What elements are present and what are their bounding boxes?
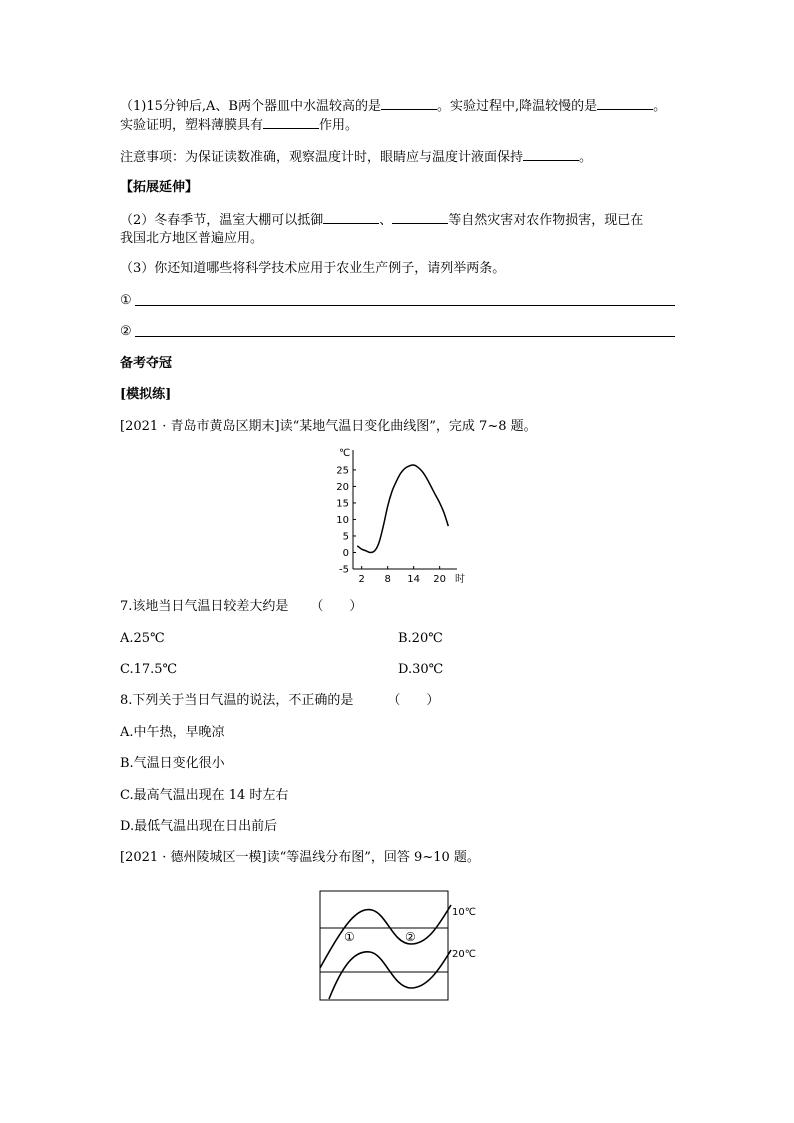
q7-stem: 7.该地当日气温日较差大约是 [120, 599, 289, 614]
q7-option-b[interactable]: B.20℃ [398, 631, 443, 646]
chart-x-unit-label: 时 [455, 574, 465, 584]
q8-stem: 8.下列关于当日气温的说法，不正确的是 [120, 693, 354, 708]
answer-marker-1: ① [120, 293, 132, 308]
temperature-chart [325, 446, 465, 584]
section-title: 备考夺冠 [120, 356, 173, 371]
isotherm-curve-upper [320, 905, 451, 968]
answer-line-1[interactable] [135, 305, 675, 306]
q7-option-d[interactable]: D.30℃ [398, 662, 444, 677]
chart-y-tick-label: 20 [336, 481, 349, 493]
chart-y-unit-label: ℃ [339, 448, 351, 459]
q1-blank-2[interactable] [597, 97, 653, 110]
chart-x-tick-label: 20 [433, 574, 447, 584]
q1-blank-3[interactable] [263, 116, 319, 129]
q1-line1 [120, 97, 666, 116]
chart-x-tick-label: 8 [384, 574, 391, 584]
q7-option-c[interactable]: C.17.5℃ [120, 662, 178, 677]
chart-y-tick-label: -5 [339, 564, 349, 576]
q7-stem-line [120, 598, 362, 616]
q1-line2 [120, 116, 358, 135]
q2-line2: 我国北方地区普遍应用。 [120, 231, 264, 246]
q1-text-5: 作用。 [319, 118, 359, 133]
chart-x-tick-label: 14 [407, 574, 421, 584]
chart-x-tick-label: 2 [358, 574, 365, 584]
intro-1: [2021 · 青岛市黄岛区期末]读“某地气温日变化曲线图”，完成 7~8 题。 [120, 419, 537, 434]
note-line [120, 148, 592, 167]
chart-y-tick-label: 25 [336, 465, 349, 477]
note-text: 注意事项：为保证读数准确，观察温度计时，眼睛应与温度计液面保持 [120, 150, 524, 165]
q2-blank-2[interactable] [392, 211, 448, 224]
diagram-mark-2: ② [405, 930, 416, 944]
q1-text-3: 。 [653, 99, 667, 114]
q3-line: （3）你还知道哪些将科学技术应用于农业生产例子，请列举两条。 [120, 261, 506, 276]
q8-bracket: （ ） [387, 693, 440, 708]
q1-text-2: 。实验过程中,降温较慢的是 [436, 99, 598, 114]
isotherm-curve-lower [329, 950, 451, 999]
note-blank[interactable] [523, 148, 579, 161]
q1-blank-1[interactable] [381, 97, 437, 110]
q2-text-b: 等自然灾害对农作物损害，现已在 [448, 213, 644, 228]
q2-blank-1[interactable] [323, 211, 379, 224]
q2-line1 [120, 211, 643, 230]
answer-line-2[interactable] [135, 336, 675, 337]
q8-stem-line [120, 692, 439, 710]
q7-option-a[interactable]: A.25℃ [120, 631, 165, 646]
q8-option-b[interactable]: B.气温日变化很小 [120, 756, 225, 771]
chart-y-tick-label: 10 [336, 514, 349, 526]
q1-text-1: （1)15分钟后,A、B两个器皿中水温较高的是 [120, 99, 381, 114]
intro-2: [2021 · 德州陵城区一模]读“等温线分布图”，回答 9~10 题。 [120, 850, 480, 865]
q2-sep: 、 [379, 213, 393, 228]
q7-bracket: （ ） [310, 599, 363, 614]
chart-temperature-curve [357, 465, 448, 553]
isotherm-diagram [315, 888, 495, 1003]
q8-option-a[interactable]: A.中午热，早晚凉 [120, 725, 225, 740]
q2-text-a: （2）冬春季节，温室大棚可以抵御 [120, 213, 324, 228]
answer-marker-2: ② [120, 324, 132, 339]
q8-option-c[interactable]: C.最高气温出现在 14 时左右 [120, 788, 289, 803]
diagram-label-bottom: 20℃ [452, 949, 476, 960]
diagram-mark-1: ① [344, 930, 355, 944]
note-end: 。 [579, 150, 593, 165]
practice-title: [模拟练] [120, 387, 172, 402]
extend-heading: 【拓展延伸】 [120, 180, 199, 195]
chart-y-tick-label: 0 [342, 547, 349, 559]
q8-option-d[interactable]: D.最低气温出现在日出前后 [120, 819, 278, 834]
chart-y-tick-label: 5 [342, 531, 349, 543]
diagram-frame [320, 891, 448, 1000]
chart-y-tick-label: 15 [336, 498, 349, 510]
q1-text-4: 实验证明，塑料薄膜具有 [120, 118, 264, 133]
diagram-label-top: 10℃ [452, 907, 476, 918]
